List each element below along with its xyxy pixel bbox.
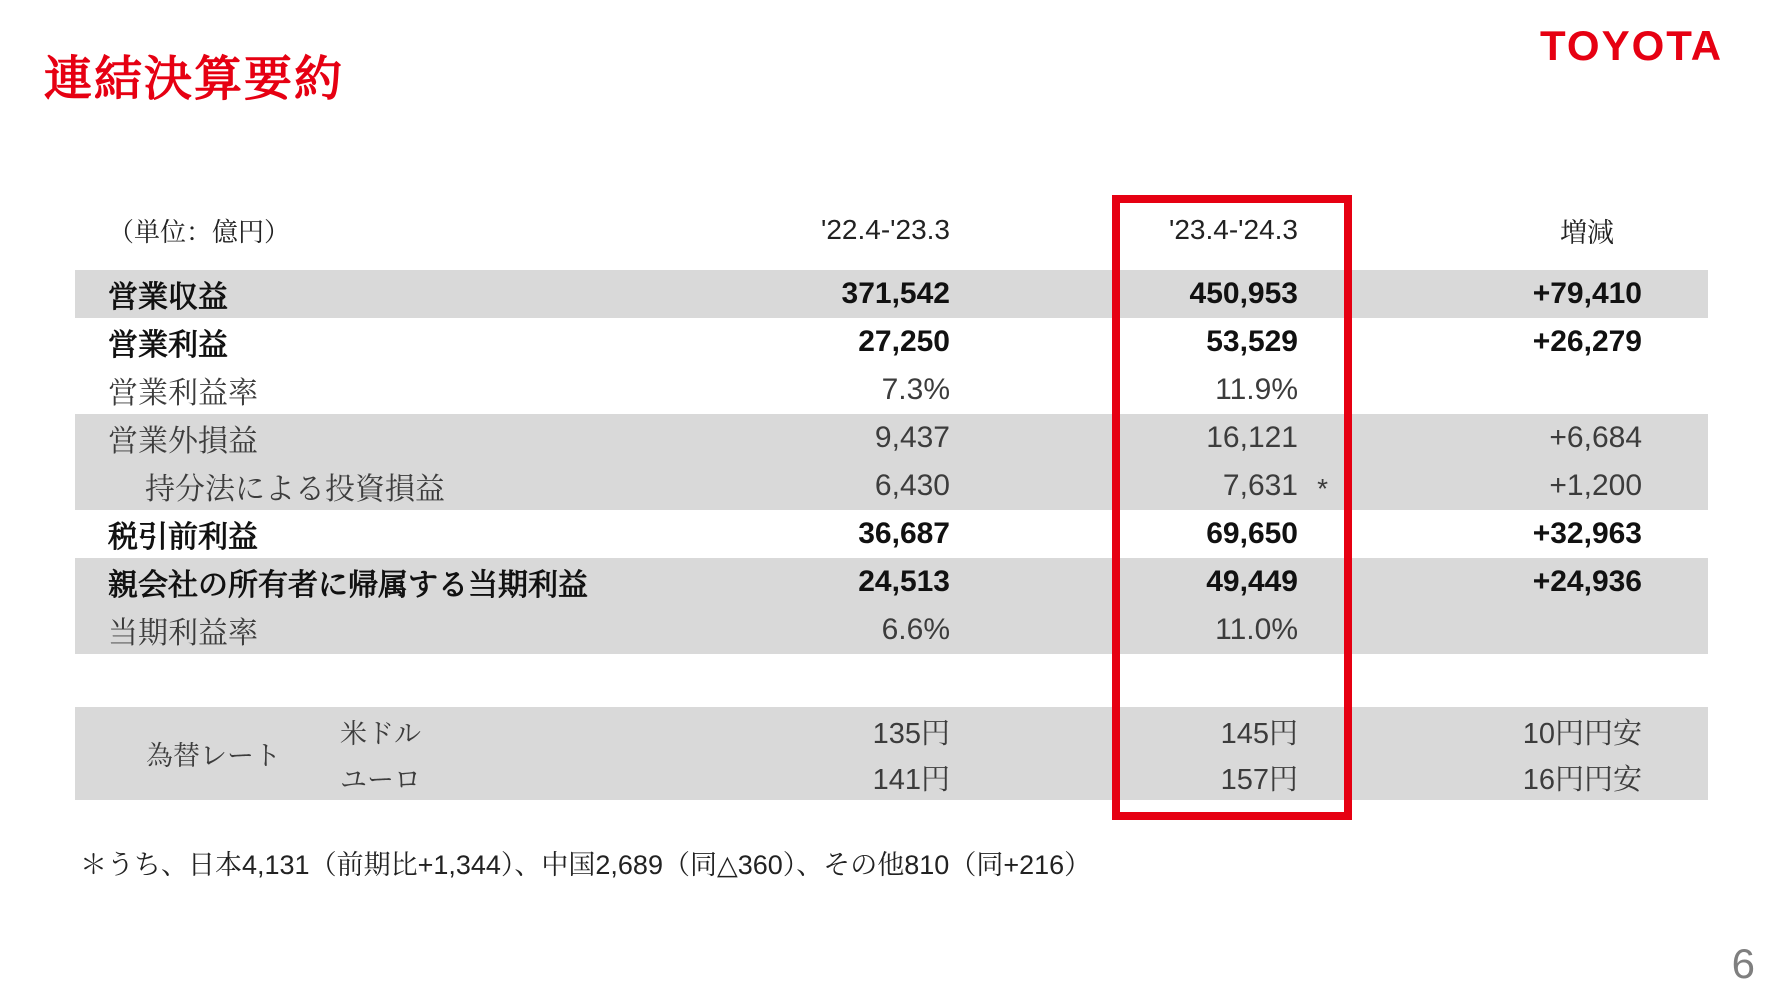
table-row-pretax-income bbox=[75, 510, 1708, 558]
page-title: 連結決算要約 bbox=[44, 53, 345, 106]
value-current: 69,650 bbox=[1206, 517, 1298, 550]
table-row-operating-income bbox=[75, 318, 1708, 366]
table-row-fx-usd bbox=[75, 708, 1708, 754]
row-label: 営業利益率 bbox=[108, 377, 258, 410]
value-current: 450,953 bbox=[1189, 277, 1298, 310]
row-label: ユーロ bbox=[340, 764, 421, 795]
row-label: 営業外損益 bbox=[108, 425, 258, 458]
footnote: ＊うち、日本4,131（前期比+1,344）、中国2,689（同△360）、その他810（同+216） bbox=[80, 850, 1092, 880]
value-change: +1,200 bbox=[1549, 469, 1642, 502]
value-change: +26,279 bbox=[1532, 325, 1642, 358]
value-prior: 9,437 bbox=[874, 421, 950, 454]
table-row-net-margin bbox=[75, 606, 1708, 654]
asterisk-marker: * bbox=[1317, 473, 1328, 504]
value-current bbox=[950, 469, 1328, 504]
value-current: 157円 bbox=[1220, 763, 1298, 796]
row-label: 税引前利益 bbox=[108, 521, 258, 554]
unit-note: （単位：億円） bbox=[108, 216, 291, 247]
value-current: 16,121 bbox=[1206, 421, 1298, 454]
col-header-current-period: '23.4-'24.3 bbox=[1168, 214, 1298, 245]
value-prior: 27,250 bbox=[858, 325, 950, 358]
row-label: 親会社の所有者に帰属する当期利益 bbox=[108, 569, 588, 602]
table-row-fx-eur bbox=[75, 754, 1708, 800]
value-change: +79,410 bbox=[1532, 277, 1642, 310]
table-row-operating-margin bbox=[75, 366, 1708, 414]
fx-group-label: 為替レート bbox=[146, 741, 281, 771]
row-label: 営業収益 bbox=[108, 281, 228, 314]
value-prior: 141円 bbox=[872, 763, 950, 796]
col-header-change: 増減 bbox=[1560, 217, 1614, 248]
value-prior: 6.6% bbox=[881, 613, 950, 646]
value-prior: 24,513 bbox=[858, 565, 950, 598]
value-current: 11.0% bbox=[1215, 613, 1298, 646]
row-label: 営業利益 bbox=[108, 329, 228, 362]
value-current: 11.9% bbox=[1215, 373, 1298, 406]
value-prior: 6,430 bbox=[874, 469, 950, 502]
table-row-equity-method-income bbox=[75, 462, 1708, 510]
page-number: 6 bbox=[1731, 940, 1755, 987]
value-current: 145円 bbox=[1220, 717, 1298, 750]
table-row-operating-revenue bbox=[75, 270, 1708, 318]
value-change: +6,684 bbox=[1549, 421, 1642, 454]
col-header-prior-period: '22.4-'23.3 bbox=[820, 214, 950, 245]
value-current: 49,449 bbox=[1206, 565, 1298, 598]
toyota-logo: TOYOTA bbox=[1540, 22, 1724, 69]
value-prior: 135円 bbox=[872, 717, 950, 750]
row-label: 米ドル bbox=[340, 718, 421, 749]
table-row-non-operating-income bbox=[75, 414, 1708, 462]
value-prior: 36,687 bbox=[858, 517, 950, 550]
value-change: +24,936 bbox=[1532, 565, 1642, 598]
value-change: 10円円安 bbox=[1522, 717, 1642, 750]
row-label: 持分法による投資損益 bbox=[145, 473, 445, 506]
row-label: 当期利益率 bbox=[108, 617, 258, 650]
value-current: 53,529 bbox=[1206, 325, 1298, 358]
table-header-row bbox=[75, 205, 1708, 255]
value-change: +32,963 bbox=[1532, 517, 1642, 550]
value-prior: 7.3% bbox=[881, 373, 950, 406]
value-current-text: 7,631 bbox=[1222, 469, 1298, 502]
table-row-net-income-parent bbox=[75, 558, 1708, 606]
value-change: 16円円安 bbox=[1522, 763, 1642, 796]
value-prior: 371,542 bbox=[841, 277, 950, 310]
